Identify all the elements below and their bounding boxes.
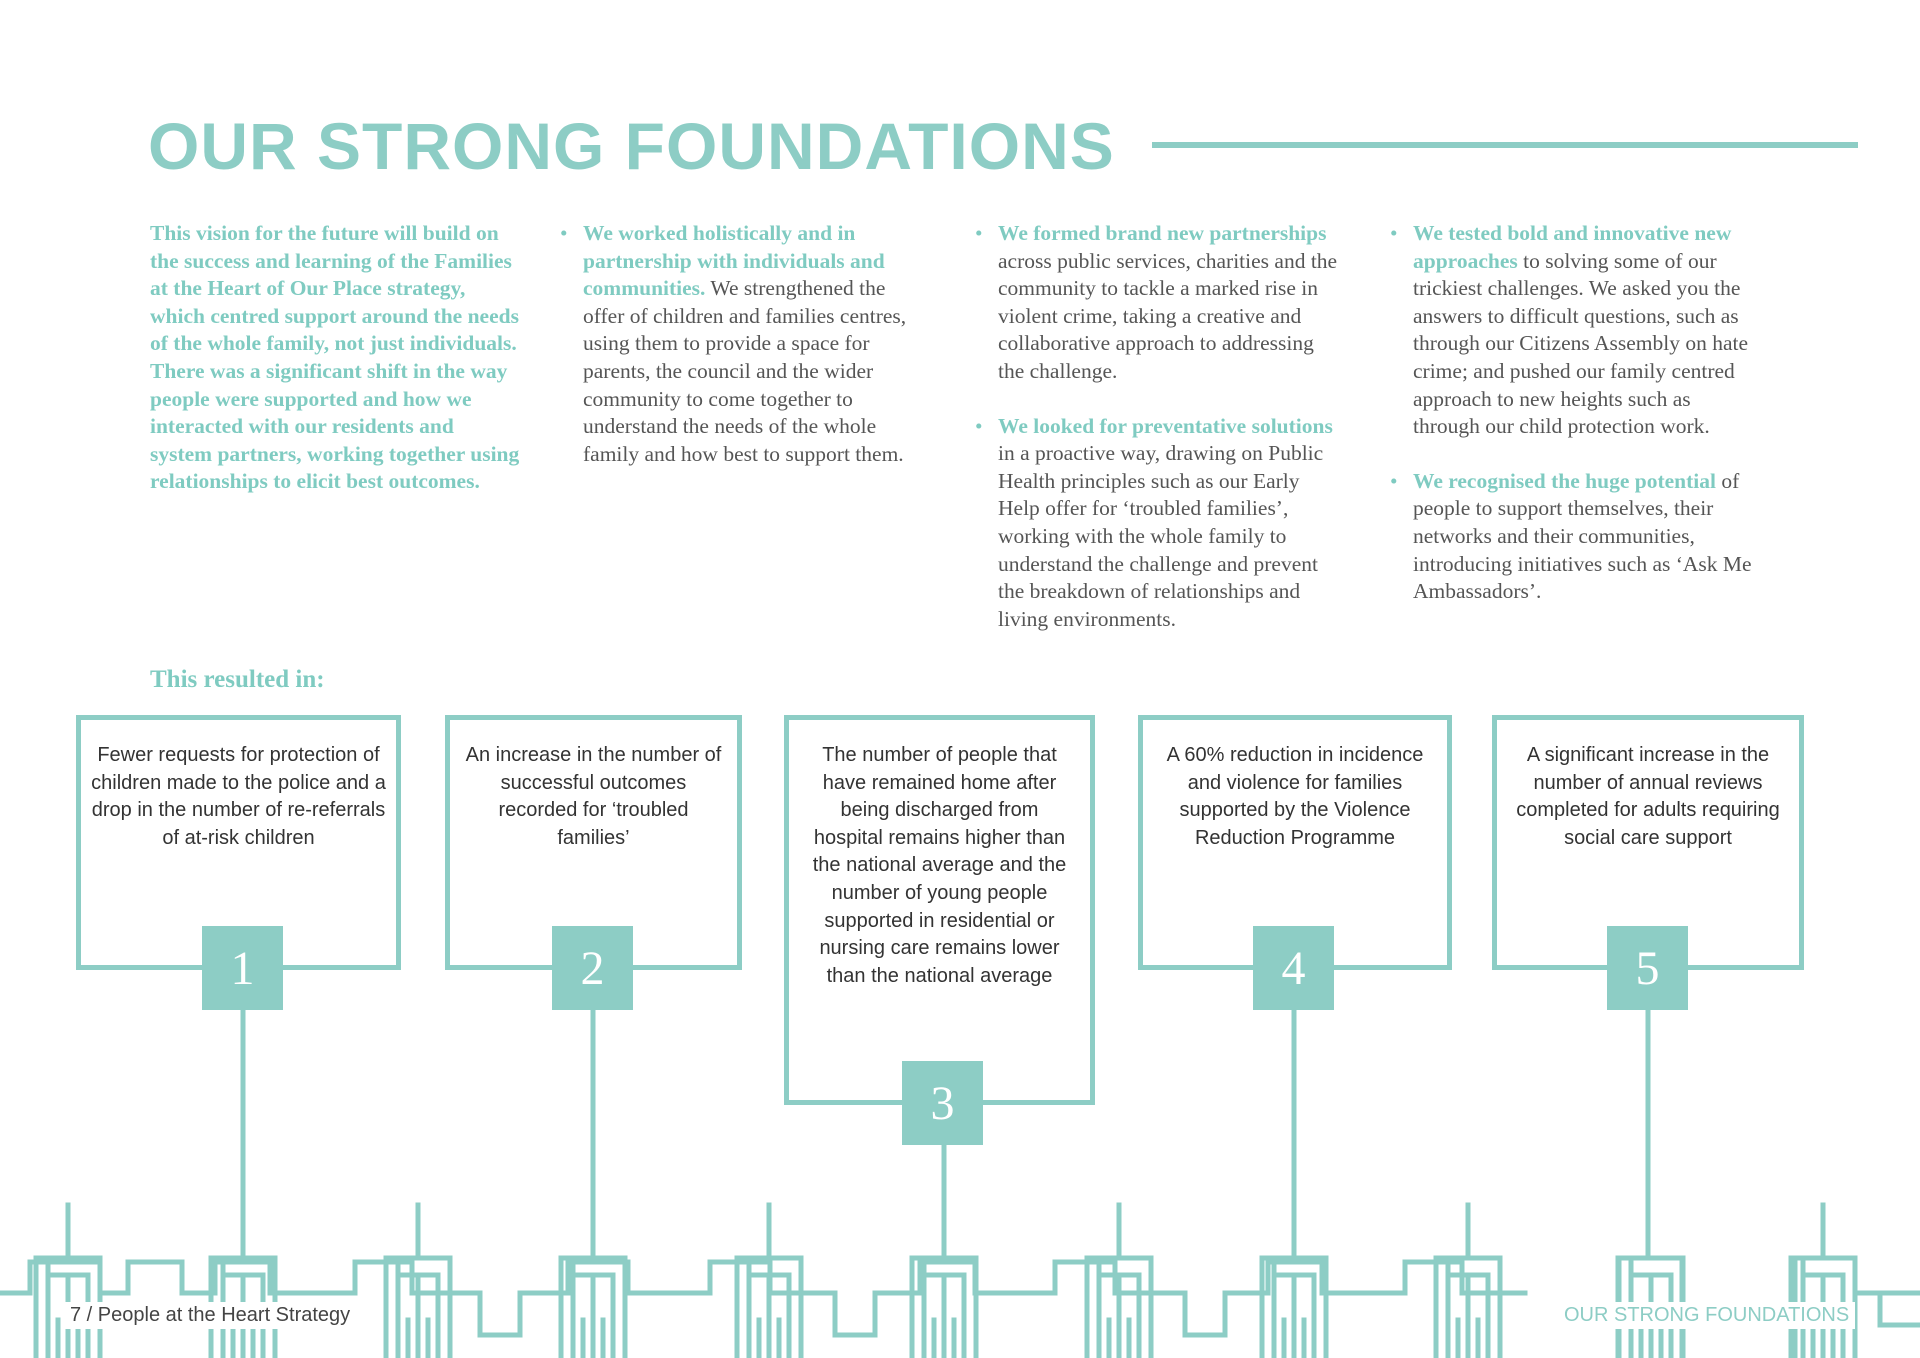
footer-section-label: OUR STRONG FOUNDATIONS xyxy=(1558,1302,1855,1329)
outcome-number-2: 2 xyxy=(552,926,633,1010)
bullet-lead: We tested bold and innovative new approaches xyxy=(1413,221,1732,273)
bullet-text: We strengthened the offer of children and families centres, using them to provide a space for parents, the council and the wider community to come together to understand the needs of the whole family and how best to support them. xyxy=(583,276,907,466)
bullet-preventative xyxy=(975,413,1345,634)
outcome-box-3 xyxy=(784,715,1095,1105)
bullet-text: to solving some of our trickiest challenges. We asked you the answers to difficult questions, such as through our Citizens Assembly on hate crime; and pushed our family centred approach to new heights such as through our child protection work. xyxy=(1413,248,1749,439)
resulted-heading: This resulted in: xyxy=(150,666,325,693)
outcome-text: The number of people that have remained home after being discharged from hospital remains higher than the national average and the number of young people supported in residential or nursing care remains lower than the national average xyxy=(812,744,1067,987)
bullet-partnerships xyxy=(975,220,1345,386)
outcome-number-4: 4 xyxy=(1253,926,1334,1010)
bullet-potential xyxy=(1390,468,1760,606)
bullet-icon: • xyxy=(1390,221,1398,245)
outcome-text: An increase in the number of successful outcomes recorded for ‘troubled families’ xyxy=(465,744,722,849)
bullet-icon: • xyxy=(975,221,983,245)
bullet-innovative xyxy=(1390,220,1760,441)
page-title: OUR STRONG FOUNDATIONS xyxy=(148,109,1115,183)
bullet-lead: We worked holistically and in partnership with individuals and communities. xyxy=(583,221,885,301)
outcome-number-3: 3 xyxy=(902,1061,983,1145)
column-2 xyxy=(560,220,930,495)
column-4 xyxy=(1390,220,1760,633)
bullet-text: of people to support themselves, their networks and their communities, introducing initiatives such as ‘Ask Me Ambassadors’. xyxy=(1413,468,1752,604)
outcome-number-5: 5 xyxy=(1607,926,1688,1010)
bullet-text: in a proactive way, drawing on Public Health principles such as our Early Help offer for ‘troubled families’, working with the whole family to understand the challenge and prevent the breakdown of relationships and living environments. xyxy=(998,441,1324,631)
intro-text: This vision for the future will build on the success and learning of the Families at the Heart of Our Place strategy, which centred support around the needs of the whole family, not just individuals. There was a significant shift in the way people were supported and how we interacted with our residents and system partners, working together using relationships to elicit best outcomes. xyxy=(150,221,520,494)
bullet-lead: We looked for preventative solutions xyxy=(998,413,1333,438)
outcome-text: A 60% reduction in incidence and violence for families supported by the Violence Reduction Programme xyxy=(1166,744,1424,849)
bullet-lead: We formed brand new partnerships xyxy=(998,221,1327,245)
title-rule xyxy=(1152,142,1858,148)
outcome-text: A significant increase in the number of annual reviews completed for adults requiring social care support xyxy=(1516,744,1780,849)
bullet-holistic xyxy=(560,220,930,468)
bullet-icon: • xyxy=(975,413,983,438)
bullet-icon: • xyxy=(560,221,568,245)
bullet-text: across public services, charities and the community to tackle a marked rise in violent crime, taking a creative and collaborative approach to addressing the challenge. xyxy=(998,248,1338,383)
footer-page-label: 7 / People at the Heart Strategy xyxy=(64,1302,356,1329)
bullet-lead: We recognised the huge potential xyxy=(1413,468,1716,493)
bullet-icon: • xyxy=(1390,468,1398,493)
outcome-text: Fewer requests for protection of children made to the police and a drop in the number of re-referrals of at-risk children xyxy=(91,744,386,849)
outcome-number-1: 1 xyxy=(202,926,283,1010)
column-3 xyxy=(975,220,1345,660)
